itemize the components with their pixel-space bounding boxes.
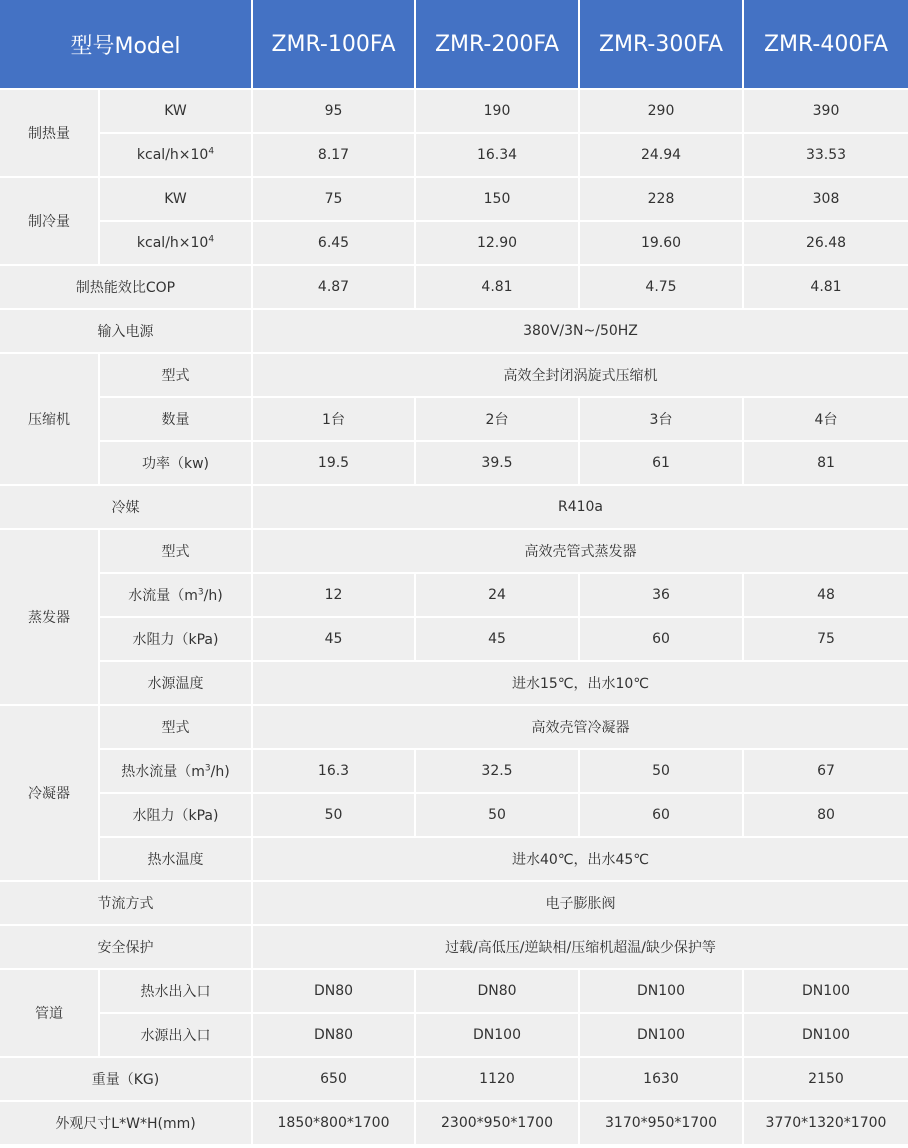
label-text: /h) <box>210 764 230 780</box>
table-row <box>0 618 908 662</box>
heating-label: 制热量 <box>0 90 100 178</box>
heating-kcal-value: 16.34 <box>416 134 580 178</box>
piping-source-value: DN80 <box>253 1014 416 1058</box>
table-row <box>0 178 908 222</box>
power-supply-value: 380V/3N~/50HZ <box>253 310 908 354</box>
heating-kw-value: 290 <box>580 90 744 134</box>
condenser-flow-value: 32.5 <box>416 750 580 794</box>
table-row <box>0 134 908 178</box>
model-header: ZMR-200FA <box>416 0 580 90</box>
compressor-power-value: 61 <box>580 442 744 486</box>
heating-kw-value: 190 <box>416 90 580 134</box>
table-row <box>0 970 908 1014</box>
evaporator-flow-value: 24 <box>416 574 580 618</box>
evaporator-flow-value: 36 <box>580 574 744 618</box>
cop-value: 4.81 <box>416 266 580 310</box>
table-row <box>0 750 908 794</box>
unit-text: kcal/h×10 <box>136 147 209 163</box>
dimensions-value: 3170*950*1700 <box>580 1102 744 1146</box>
model-header: ZMR-300FA <box>580 0 744 90</box>
compressor-qty-label: 数量 <box>100 398 253 442</box>
weight-value: 650 <box>253 1058 416 1102</box>
table-row <box>0 530 908 574</box>
cooling-kcal-value: 26.48 <box>744 222 908 266</box>
heating-kw-value: 95 <box>253 90 416 134</box>
evaporator-type-value: 高效壳管式蒸发器 <box>253 530 908 574</box>
evaporator-resistance-value: 75 <box>744 618 908 662</box>
table-row <box>0 1014 908 1058</box>
cooling-kw-value: 150 <box>416 178 580 222</box>
dimensions-value: 2300*950*1700 <box>416 1102 580 1146</box>
condenser-flow-value: 67 <box>744 750 908 794</box>
evaporator-flow-value: 48 <box>744 574 908 618</box>
label-text: /h) <box>203 588 223 604</box>
compressor-power-label: 功率（kw) <box>100 442 253 486</box>
piping-hot-value: DN100 <box>744 970 908 1014</box>
header-row <box>0 0 908 90</box>
protection-label: 安全保护 <box>0 926 253 970</box>
dimensions-value: 3770*1320*1700 <box>744 1102 908 1146</box>
cop-value: 4.75 <box>580 266 744 310</box>
unit-text: kcal/h×10 <box>136 235 209 251</box>
model-label: 型号Model <box>0 0 253 90</box>
evaporator-flow-value: 12 <box>253 574 416 618</box>
cooling-kcal-unit <box>100 222 253 266</box>
table-row <box>0 706 908 750</box>
table-row <box>0 926 908 970</box>
unit-exponent: 4 <box>208 146 215 157</box>
table-row <box>0 398 908 442</box>
condenser-label: 冷凝器 <box>0 706 100 882</box>
throttle-label: 节流方式 <box>0 882 253 926</box>
piping-hot-value: DN80 <box>253 970 416 1014</box>
condenser-flow-value: 16.3 <box>253 750 416 794</box>
condenser-type-value: 高效壳管冷凝器 <box>253 706 908 750</box>
heating-kw-value: 390 <box>744 90 908 134</box>
table-row <box>0 354 908 398</box>
unit-exponent: 4 <box>208 234 215 245</box>
table-row <box>0 310 908 354</box>
table-row <box>0 1058 908 1102</box>
evaporator-resistance-label: 水阻力（kPa) <box>100 618 253 662</box>
compressor-qty-value: 1台 <box>253 398 416 442</box>
unit-exponent: 3 <box>197 587 204 598</box>
cooling-kw-value: 228 <box>580 178 744 222</box>
cop-label: 制热能效比COP <box>0 266 253 310</box>
evaporator-type-label: 型式 <box>100 530 253 574</box>
table-row <box>0 882 908 926</box>
weight-value: 1120 <box>416 1058 580 1102</box>
cooling-kcal-value: 19.60 <box>580 222 744 266</box>
piping-label: 管道 <box>0 970 100 1058</box>
compressor-qty-value: 4台 <box>744 398 908 442</box>
condenser-flow-value: 50 <box>580 750 744 794</box>
refrigerant-value: R410a <box>253 486 908 530</box>
piping-source-value: DN100 <box>744 1014 908 1058</box>
table-row <box>0 222 908 266</box>
compressor-power-value: 81 <box>744 442 908 486</box>
heating-kcal-unit <box>100 134 253 178</box>
cooling-kcal-value: 12.90 <box>416 222 580 266</box>
label-text: 热水流量（m <box>121 764 205 780</box>
condenser-temp-label: 热水温度 <box>100 838 253 882</box>
model-header: ZMR-100FA <box>253 0 416 90</box>
condenser-resistance-value: 80 <box>744 794 908 838</box>
table-row <box>0 486 908 530</box>
compressor-power-value: 39.5 <box>416 442 580 486</box>
table-row <box>0 266 908 310</box>
condenser-temp-value: 进水40℃，出水45℃ <box>253 838 908 882</box>
condenser-resistance-value: 50 <box>416 794 580 838</box>
table-row <box>0 794 908 838</box>
label-text: 水流量（m <box>128 588 198 604</box>
evaporator-flow-label <box>100 574 253 618</box>
throttle-value: 电子膨胀阀 <box>253 882 908 926</box>
weight-label: 重量（KG) <box>0 1058 253 1102</box>
table-row <box>0 662 908 706</box>
compressor-label: 压缩机 <box>0 354 100 486</box>
piping-source-label: 水源出入口 <box>100 1014 253 1058</box>
condenser-resistance-value: 50 <box>253 794 416 838</box>
heating-kw-unit: KW <box>100 90 253 134</box>
cop-value: 4.87 <box>253 266 416 310</box>
protection-value: 过载/高低压/逆缺相/压缩机超温/缺少保护等 <box>253 926 908 970</box>
compressor-type-value: 高效全封闭涡旋式压缩机 <box>253 354 908 398</box>
compressor-qty-value: 3台 <box>580 398 744 442</box>
evaporator-resistance-value: 45 <box>253 618 416 662</box>
heating-kcal-value: 33.53 <box>744 134 908 178</box>
cooling-label: 制冷量 <box>0 178 100 266</box>
piping-hot-value: DN80 <box>416 970 580 1014</box>
piping-hot-label: 热水出入口 <box>100 970 253 1014</box>
condenser-resistance-label: 水阻力（kPa) <box>100 794 253 838</box>
compressor-qty-value: 2台 <box>416 398 580 442</box>
piping-hot-value: DN100 <box>580 970 744 1014</box>
condenser-resistance-value: 60 <box>580 794 744 838</box>
refrigerant-label: 冷媒 <box>0 486 253 530</box>
cooling-kw-value: 75 <box>253 178 416 222</box>
cooling-kw-value: 308 <box>744 178 908 222</box>
table-row <box>0 442 908 486</box>
piping-source-value: DN100 <box>416 1014 580 1058</box>
heating-kcal-value: 8.17 <box>253 134 416 178</box>
table-row <box>0 574 908 618</box>
dimensions-value: 1850*800*1700 <box>253 1102 416 1146</box>
weight-value: 2150 <box>744 1058 908 1102</box>
unit-exponent: 3 <box>204 763 211 774</box>
evaporator-temp-label: 水源温度 <box>100 662 253 706</box>
piping-source-value: DN100 <box>580 1014 744 1058</box>
evaporator-temp-value: 进水15℃，出水10℃ <box>253 662 908 706</box>
condenser-type-label: 型式 <box>100 706 253 750</box>
dimensions-label: 外观尺寸L*W*H(mm) <box>0 1102 253 1146</box>
cooling-kw-unit: KW <box>100 178 253 222</box>
compressor-power-value: 19.5 <box>253 442 416 486</box>
table-row <box>0 90 908 134</box>
condenser-flow-label <box>100 750 253 794</box>
table-row <box>0 838 908 882</box>
evaporator-resistance-value: 45 <box>416 618 580 662</box>
evaporator-resistance-value: 60 <box>580 618 744 662</box>
heating-kcal-value: 24.94 <box>580 134 744 178</box>
compressor-type-label: 型式 <box>100 354 253 398</box>
cooling-kcal-value: 6.45 <box>253 222 416 266</box>
evaporator-label: 蒸发器 <box>0 530 100 706</box>
cop-value: 4.81 <box>744 266 908 310</box>
table-row <box>0 1102 908 1146</box>
weight-value: 1630 <box>580 1058 744 1102</box>
model-header: ZMR-400FA <box>744 0 908 90</box>
power-supply-label: 输入电源 <box>0 310 253 354</box>
